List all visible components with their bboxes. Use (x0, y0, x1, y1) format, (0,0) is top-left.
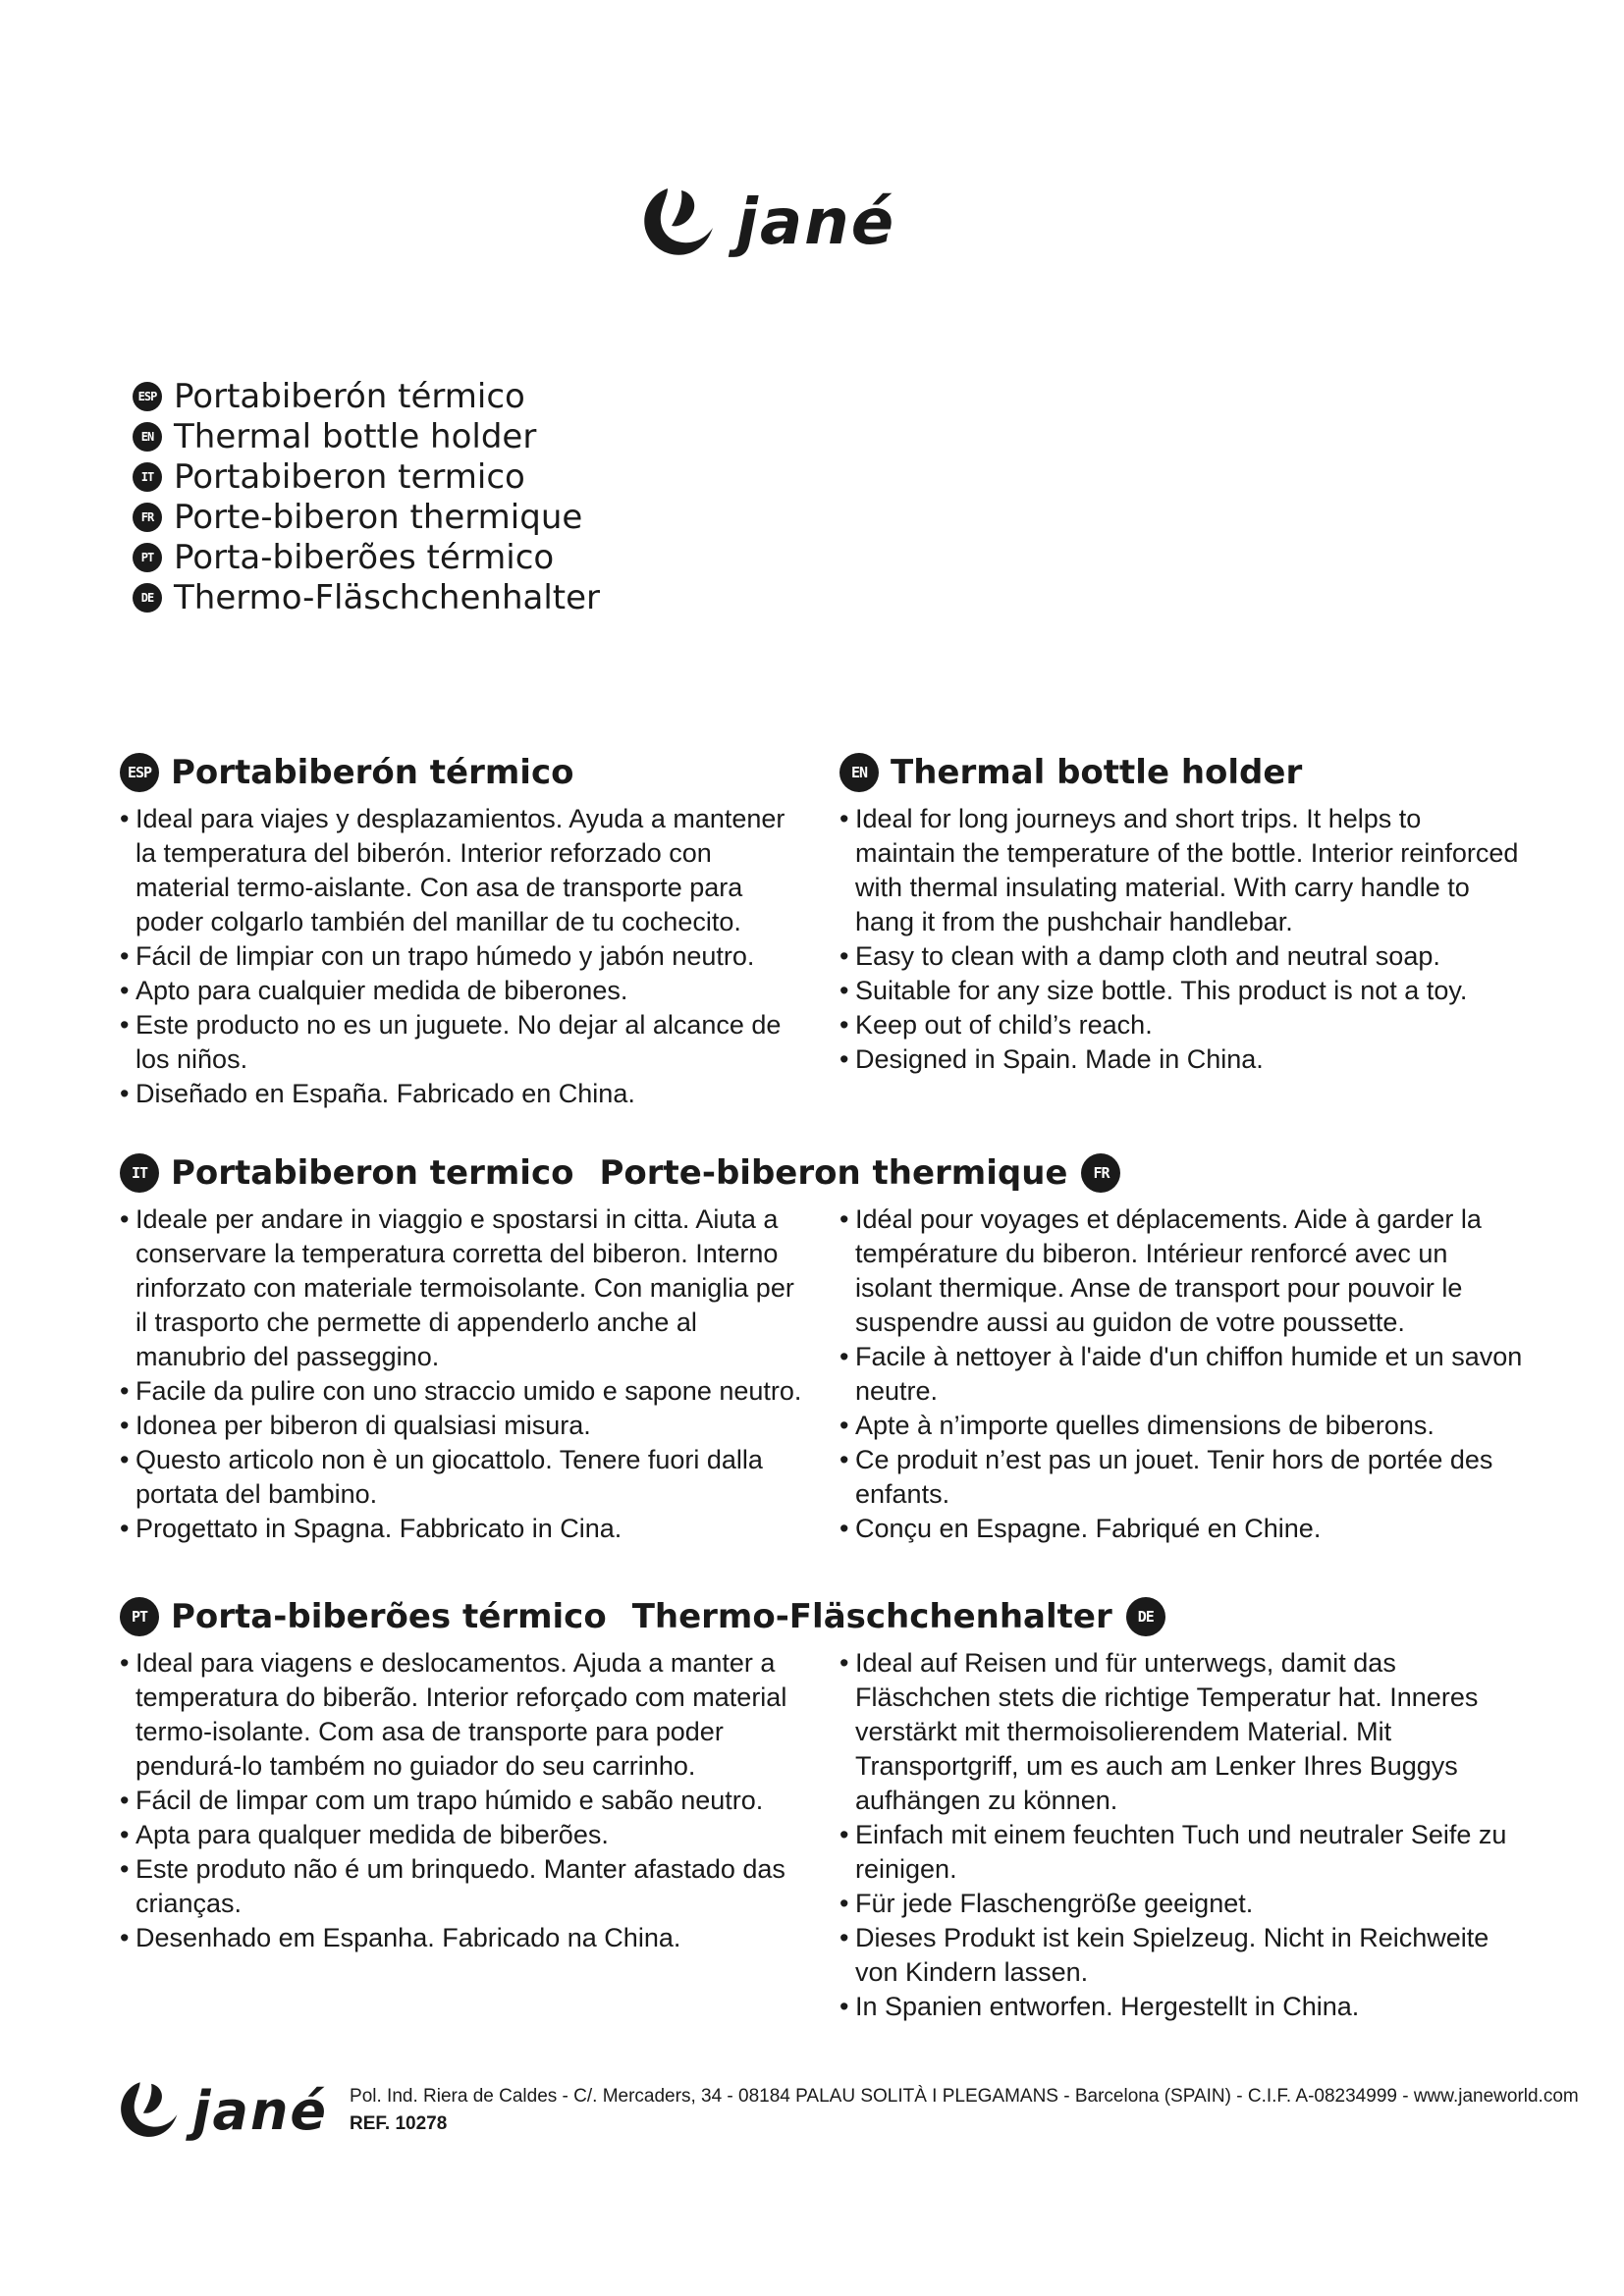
list-item: • Ideal for long journeys and short trips. It helps to maintain the temperature of the bottle. Interior reinforced with thermal insulating material. With carry handle to hang it from the pushchair handlebar. (839, 802, 1527, 939)
pt-flag-icon: PT (133, 543, 162, 572)
product-ref: REF. 10278 (350, 2113, 448, 2134)
section-header-it-fr (120, 1151, 1494, 1195)
list-item (133, 416, 600, 456)
en-flag-icon: EN (133, 422, 162, 452)
bullet-list (120, 1202, 807, 1546)
list-item: • Fácil de limpar com um trapo húmido e sabão neutro. (120, 1784, 807, 1818)
brand-name: jané (736, 187, 896, 259)
list-item: • Keep out of child’s reach. (839, 1008, 1527, 1042)
list-item: • Einfach mit einem feuchten Tuch und neutraler Seife zu reinigen. (839, 1818, 1527, 1887)
list-item: • In Spanien entworfen. Hergestellt in China. (839, 1990, 1527, 2024)
language-title: Portabiberon termico (174, 456, 525, 497)
brand-logo (638, 185, 895, 261)
section-en (839, 751, 1527, 1077)
bullet-list (120, 1646, 807, 1955)
fr-flag-icon: FR (1081, 1153, 1120, 1193)
list-item: • Diseñado en España. Fabricado en China. (120, 1077, 807, 1111)
list-item: • Apto para cualquier medida de biberones. (120, 974, 807, 1008)
list-item: • Easy to clean with a damp cloth and neutral soap. (839, 939, 1527, 974)
section-title: Porte-biberon thermique (599, 1153, 1068, 1193)
list-item: • Apte à n’importe quelles dimensions de biberons. (839, 1409, 1527, 1443)
list-item: • Facile à nettoyer à l'aide d'un chiffon humide et un savon neutre. (839, 1340, 1527, 1409)
section-header (120, 1595, 1494, 1638)
de-flag-icon: DE (1126, 1597, 1165, 1636)
list-item: • Idonea per biberon di qualsiasi misura. (120, 1409, 807, 1443)
section-title: Thermal bottle holder (891, 753, 1303, 792)
bullet-list (839, 802, 1527, 1077)
list-item (133, 456, 600, 497)
list-item: • Questo articolo non è un giocattolo. Tenere fuori dalla portata del bambino. (120, 1443, 807, 1512)
en-flag-icon: EN (839, 753, 879, 792)
list-item: • Für jede Flaschengröße geeignet. (839, 1887, 1527, 1921)
list-item: • Facile da pulire con uno straccio umido e sapone neutro. (120, 1374, 807, 1409)
list-item: • Ideal para viajes y desplazamientos. Ayuda a mantener la temperatura del biberón. Interior reforzado con material termo-aislante. Con asa de transporte para poder colgarlo también del manillar de tu cochecito. (120, 802, 807, 939)
list-item: • Designed in Spain. Made in China. (839, 1042, 1527, 1077)
company-address: Pol. Ind. Riera de Caldes - C/. Mercaders, 34 - 08184 PALAU SOLITÀ I PLEGAMANS - Barcelona (SPAIN) - C.I.F. A-08234999 - www.janeworld.com (350, 2086, 1579, 2107)
section-title: Portabiberon termico (171, 1153, 574, 1193)
list-item: • Desenhado em Espanha. Fabricado na China. (120, 1921, 807, 1955)
jane-swoosh-icon (116, 2079, 179, 2142)
list-item: • Dieses Produkt ist kein Spielzeug. Nicht in Reichweite von Kindern lassen. (839, 1921, 1527, 1990)
section-header-pt-de (120, 1595, 1494, 1638)
list-item (133, 577, 600, 617)
it-flag-icon: IT (133, 462, 162, 492)
language-title: Thermo-Fläschchenhalter (174, 577, 600, 617)
language-title: Portabiberón térmico (174, 376, 525, 416)
section-header (120, 1151, 1494, 1195)
it-flag-icon: IT (120, 1153, 159, 1193)
list-item: • Progettato in Spagna. Fabbricato in Cina. (120, 1512, 807, 1546)
section-it (120, 1195, 807, 1546)
pt-flag-icon: PT (120, 1597, 159, 1636)
footer-info (350, 2086, 1579, 2135)
list-item: • Idéal pour voyages et déplacements. Aide à garder la température du biberon. Intérieur renforcé avec un isolant thermique. Anse de transport pour pouvoir le suspendre aussi au guidon de votre poussette. (839, 1202, 1527, 1340)
section-header (839, 751, 1527, 794)
section-title: Thermo-Fläschchenhalter (631, 1597, 1112, 1636)
esp-flag-icon: ESP (133, 382, 162, 411)
jane-swoosh-icon (638, 185, 715, 261)
list-item: • Ce produit n’est pas un jouet. Tenir hors de portée des enfants. (839, 1443, 1527, 1512)
footer (116, 2079, 1579, 2142)
list-item: • Apta para qualquer medida de biberões. (120, 1818, 807, 1852)
section-esp (120, 751, 807, 1111)
list-item (133, 537, 600, 577)
list-item: • Fácil de limpiar con un trapo húmedo y jabón neutro. (120, 939, 807, 974)
bullet-list (839, 1202, 1527, 1546)
de-flag-icon: DE (133, 583, 162, 613)
language-list (133, 376, 600, 617)
section-title: Portabiberón térmico (171, 753, 574, 792)
section-de (839, 1638, 1527, 2024)
section-fr (839, 1195, 1527, 1546)
list-item: • Ideale per andare in viaggio e spostarsi in citta. Aiuta a conservare la temperatura corretta del biberon. Interno rinforzato con materiale termoisolante. Con maniglia per il trasporto che permette di appenderlo anche al manubrio del passeggino. (120, 1202, 807, 1374)
language-title: Porte-biberon thermique (174, 497, 583, 537)
brand-name: jané (192, 2079, 329, 2142)
bullet-list (120, 802, 807, 1111)
bullet-list (839, 1646, 1527, 2024)
section-title: Porta-biberões térmico (171, 1597, 607, 1636)
language-title: Porta-biberões térmico (174, 537, 555, 577)
fr-flag-icon: FR (133, 503, 162, 532)
list-item: • Este producto no es un juguete. No dejar al alcance de los niños. (120, 1008, 807, 1077)
list-item: • Ideal auf Reisen und für unterwegs, damit das Fläschchen stets die richtige Temperatur hat. Inneres verstärkt mit thermoisolierendem Material. Mit Transportgriff, um es auch am Lenker Ihres Buggys aufhängen zu können. (839, 1646, 1527, 1818)
list-item (133, 376, 600, 416)
language-title: Thermal bottle holder (174, 416, 537, 456)
list-item: • Este produto não é um brinquedo. Manter afastado das crianças. (120, 1852, 807, 1921)
esp-flag-icon: ESP (120, 753, 159, 792)
list-item (133, 497, 600, 537)
section-pt (120, 1638, 807, 1955)
list-item: • Ideal para viagens e deslocamentos. Ajuda a manter a temperatura do biberão. Interior reforçado com material termo-isolante. Com asa de transporte para poder pendurá-lo também no guiador do seu carrinho. (120, 1646, 807, 1784)
list-item: • Conçu en Espagne. Fabriqué en Chine. (839, 1512, 1527, 1546)
section-header (120, 751, 807, 794)
list-item: • Suitable for any size bottle. This product is not a toy. (839, 974, 1527, 1008)
